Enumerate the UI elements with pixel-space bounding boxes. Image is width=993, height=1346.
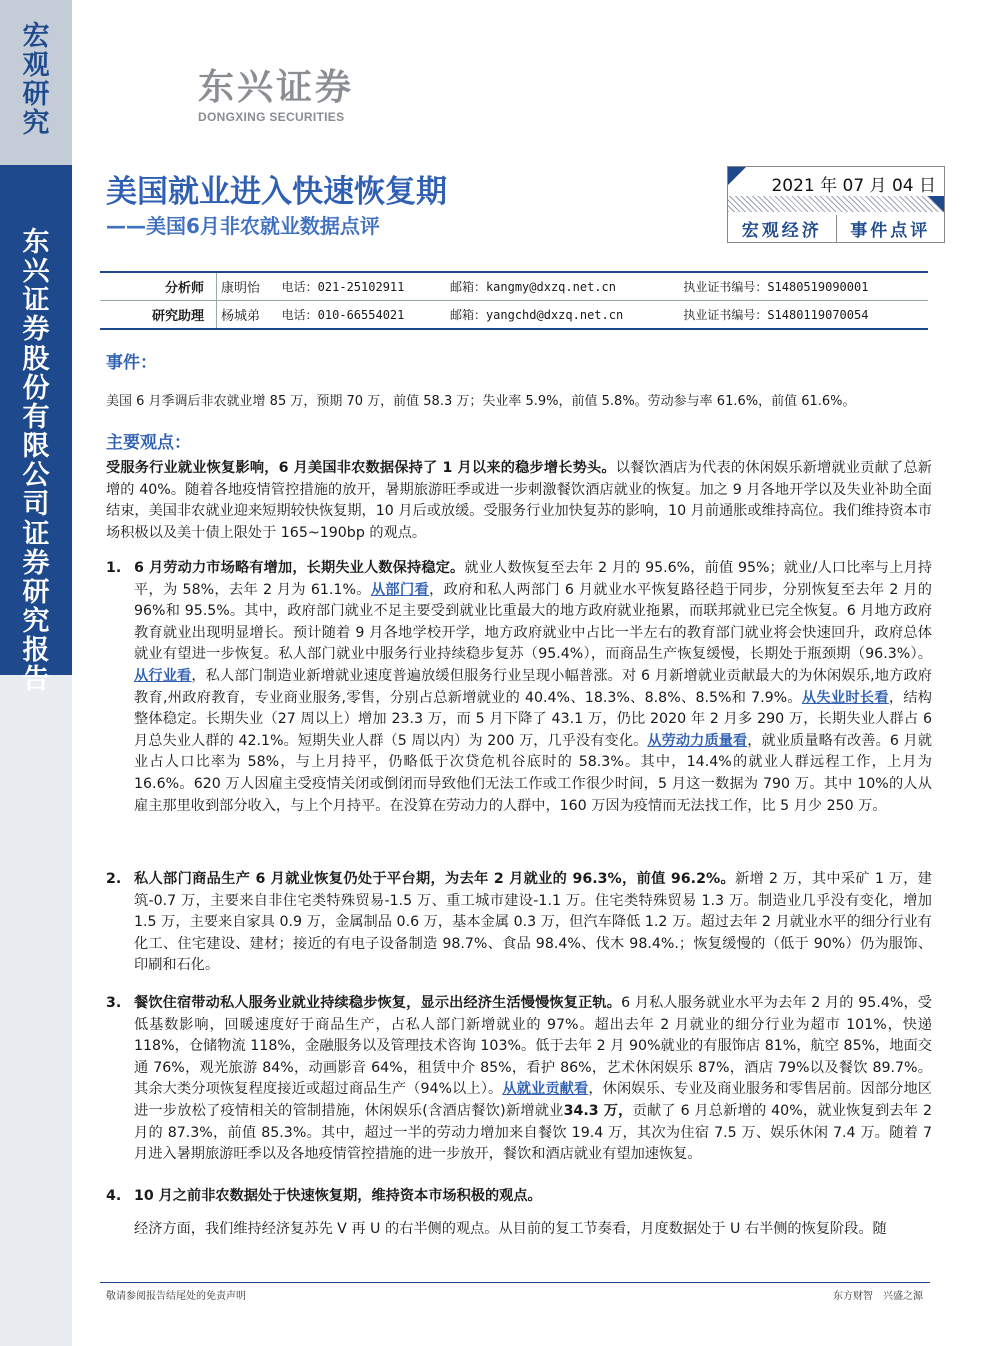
sidebar-glyph: 究 <box>22 606 50 638</box>
item-text: ，政府和私人两部门 6 月就业水平恢复路径趋于同步，分别恢复至去年 2 月的 96%和 95.5%。其中，政府部门就业不足主要受到就业比重最大的地方政府就业拖累，而联邦就业已完全恢复。6 月地方政府教育就业出现明显增长。预计随着 9 月各地学校开学，地方政府就业中占比一半左右的教育部门就业将会快速回升，政府总体就业有望进一步恢复。私人部门就业中服务行业持续稳步复苏（95.4%），而商品生产恢复缓慢，长期处于瓶颈期（96.3%）。 <box>134 581 932 663</box>
sidebar-glyph: 观 <box>22 50 50 82</box>
link-by-industry[interactable]: 从行业看 <box>134 667 192 684</box>
analyst-role: 分析师 <box>100 272 217 301</box>
tag-macro-economy: 宏观经济 <box>741 221 822 241</box>
sidebar-glyph: 报 <box>22 635 50 667</box>
item-number: 2. <box>106 871 122 887</box>
analyst-cert: 执业证书编号：S1480519090001 <box>679 272 928 301</box>
footer-disclaimer[interactable]: 敬请参阅报告结尾处的免责声明 <box>106 1291 246 1302</box>
item-body <box>134 869 932 977</box>
sidebar-company-label <box>0 228 72 695</box>
analyst-name: 康明怡 <box>217 272 278 301</box>
item-lead: 餐饮住宿带动私人服务业就业持续稳步恢复，显示出经济生活慢慢恢复正轨。 <box>134 995 622 1011</box>
analyst-email[interactable]: 邮箱：yangchd@dxzq.net.cn <box>446 301 679 330</box>
sidebar-category-label <box>0 22 72 139</box>
analyst-cert: 执业证书编号：S1480119070054 <box>679 301 928 330</box>
logo-chinese: 东兴证券 <box>198 67 355 108</box>
item-text: ，私人部门制造业新增就业速度普遍放缓但服务行业呈现小幅普涨。对 6 月新增就业贡献最大的为休闲娱乐,地方政府教育,州政府教育，专业商业服务,零售，分别占总新增就业的 40.4%、18.3%、8.8%、8.5%和 7.9%。 <box>134 667 932 706</box>
report-date: 2021 年 07 月 04 日 <box>771 176 936 196</box>
sidebar-glyph: 宏 <box>22 21 50 52</box>
analyst-phone: 电话：021-25102911 <box>278 272 446 301</box>
item-text: 6 月私人服务就业水平为去年 2 月的 95.4%，受低基数影响，回暖速度好于商品生产，占私人部门新增就业的 97%。超出去年 2 月就业的细分行业为超市 101%，快递 118%，仓储物流 118%，金融服务以及管理技术咨询 103%。低于去年 2 月 90%就业的有服饰店 81%，航空 85%，地面交通 76%，观光旅游 84%，动画影音 64%，租赁中介 85%，看护 86%，艺术休闲娱乐 87%，酒店 79%以及餐饮 89.7%。其余大类分项恢复程度接近或超过商品生产（94%以上）。 <box>134 995 932 1098</box>
tag-event-review: 事件点评 <box>836 215 945 242</box>
sidebar-glyph: 证 <box>22 518 50 550</box>
analyst-row <box>100 301 928 330</box>
sidebar-glyph: 研 <box>22 576 50 608</box>
company-logo <box>198 67 368 124</box>
item-text: 就业人数恢复至去年 2 月的 95.6%，前值 95%；就业/人口比率与上月持平，为 58%，去年 2 月为 61.1%。 <box>134 560 932 598</box>
list-item <box>106 869 932 977</box>
event-text: 美国 6 月季调后非农就业增 85 万，预期 70 万，前值 58.3 万；失业率 5.9%，前值 5.8%。劳动参与率 61.6%，前值 61.6%。 <box>106 394 856 409</box>
sidebar-glyph: 公 <box>22 460 50 492</box>
date-tag-box <box>727 166 945 243</box>
sidebar-glyph: 有 <box>22 401 50 433</box>
sidebar-glyph: 限 <box>22 431 50 463</box>
analyst-role: 研究助理 <box>100 301 217 330</box>
item-number: 4. <box>106 1188 122 1204</box>
corner-triangle-decoration <box>928 196 944 212</box>
link-by-employment-contribution[interactable]: 从就业贡献看 <box>502 1081 589 1098</box>
report-subtitle: ——美国6月非农就业数据点评 <box>106 214 380 238</box>
economy-paragraph: 经济方面，我们维持经济复苏先 V 再 U 的右半侧的观点。从目前的复工节奏看，月度数据处于 U 右半侧的恢复阶段。随 <box>134 1221 887 1237</box>
item-body <box>134 558 932 817</box>
sidebar-glyph: 券 <box>22 547 50 579</box>
item-number: 1. <box>106 560 122 576</box>
sidebar-glyph: 证 <box>22 285 50 317</box>
sidebar-glyph: 研 <box>22 79 50 111</box>
analyst-name: 杨城弟 <box>217 301 278 330</box>
link-by-labor-quality[interactable]: 从劳动力质量看 <box>647 732 748 749</box>
list-item <box>106 1186 932 1208</box>
sidebar-glyph: 究 <box>22 108 50 140</box>
item-lead: 私人部门商品生产 6 月就业恢复仍处于平台期，为去年 2 月就业的 96.3%，前值 96.2%。 <box>134 871 736 887</box>
link-by-unemployment-duration[interactable]: 从失业时长看 <box>801 689 889 706</box>
intro-bold: 受服务行业就业恢复影响，6 月美国非农数据保持了 1 月以来的稳步增长势头。 <box>106 460 616 476</box>
analyst-phone: 电话：010-66554021 <box>278 301 446 330</box>
sidebar-glyph: 兴 <box>22 256 50 288</box>
item-text: ，就业质量略有改善。6 月就业占人口比率为 58%，与上月持平，仍略低于次贷危机谷底时的 58.3%。其中，14.4%的就业人群远程工作，上月为 16.6%。620 万人因雇主受疫情关闭或倒闭而导致他们无法工作或工作很少时间，5 月这一数据为 790 万。其中 10%的人从雇主那里收到部分收入，与上个月持平。在没算在劳动力的人群中，160 万因为疫情而无法找工作，比 5 月少 250 万。 <box>134 732 932 814</box>
sidebar-glyph: 司 <box>22 489 50 521</box>
item-body <box>134 993 932 1166</box>
analyst-email[interactable]: 邮箱：kangmy@dxzq.net.cn <box>446 272 679 301</box>
footer-slogan: 东方财智 兴盛之源 <box>833 1291 923 1302</box>
views-heading: 主要观点： <box>106 433 191 453</box>
item-lead: 6 月劳动力市场略有增加，长期失业人数保持稳定。 <box>134 560 465 576</box>
list-item <box>106 558 932 817</box>
sidebar-glyph: 股 <box>22 343 50 375</box>
report-title: 美国就业进入快速恢复期 <box>106 174 447 210</box>
sidebar-glyph: 告 <box>22 664 50 696</box>
sidebar-glyph: 东 <box>22 227 50 258</box>
item-text: 新增 2 万，其中采矿 1 万，建筑-0.7 万，主要来自非住宅类特殊贸易-1.5 万、重工城市建设-1.1 万。住宅类特殊贸易 1.3 万。制造业几乎没有变化，增加 1.5 万，主要来自家具 0.9 万，金属制品 0.6 万，基本金属 0.3 万，但汽车降低 1.2 万。超过去年 2 月就业水平的细分行业有化工、住宅建设、建材；接近的有电子设备制造 98.7%、食品 98.4%、伐木 98.4%.；恢复缓慢的（低于 90%）仍为服饰、印刷和石化。 <box>134 871 933 974</box>
logo-english: DONGXING SECURITIES <box>198 110 345 124</box>
item-text: 贡献了 6 月总新增的 40%，就业恢复到去年 2 月的 87.3%，前值 85.3%。其中，超过一半的劳动力增加来自餐饮 19.4 万，其次为住宿 7.5 万、娱乐休闲 7.4 万。随着 7 月进入暑期旅游旺季以及各地疫情管控措施的进一步放开，餐饮和酒店就业有望加速恢复。 <box>134 1102 932 1163</box>
sidebar-glyph: 份 <box>22 372 50 404</box>
analyst-row <box>100 272 928 301</box>
link-by-sector[interactable]: 从部门看 <box>370 581 430 598</box>
list-item <box>106 993 932 1166</box>
hatch-decoration <box>728 196 944 212</box>
corner-triangle-decoration <box>728 167 746 185</box>
event-heading: 事件： <box>106 353 157 373</box>
item-text: ，结构整体稳定。长期失业（27 周以上）增加 23.3 万，而 5 月下降了 43.1 万，仍比 2020 年 2 月多 290 万，长期失业人群占 6 月总失业人群的 42.1%。短期失业人群（5 周以内）为 200 万，几乎没有变化。 <box>134 689 932 749</box>
item-text: ，休闲娱乐、专业及商业服务和零售居前。因部分地区进一步放松了疫情相关的管制措施，休闲娱乐(含酒店餐饮)新增就业 <box>134 1081 932 1119</box>
item-lead: 10 月之前非农数据处于快速恢复期，维持资本市场积极的观点。 <box>134 1188 542 1204</box>
analyst-table <box>100 271 928 330</box>
footer-divider <box>100 1282 930 1283</box>
intro-paragraph <box>106 458 932 544</box>
item-highlight: 34.3 万， <box>563 1102 633 1119</box>
item-body <box>134 1186 932 1208</box>
item-number: 3. <box>106 995 122 1011</box>
sidebar-lower-band <box>0 675 72 1346</box>
report-tags <box>728 215 944 242</box>
sidebar-glyph: 券 <box>22 314 50 346</box>
intro-text: 以餐饮酒店为代表的休闲娱乐新增就业贡献了总新增的 40%。随着各地疫情管控措施的放开，暑期旅游旺季或进一步刺激餐饮酒店就业的恢复。加之 9 月各地开学以及失业补助全面结束，美国非农就业迎来短期较快恢复期，10 月后或放缓。受服务行业加快复苏的影响，10 月前通胀或维持高位。我们维持资本市场积极以及美十债上限处于 165~190bp 的观点。 <box>106 460 932 541</box>
